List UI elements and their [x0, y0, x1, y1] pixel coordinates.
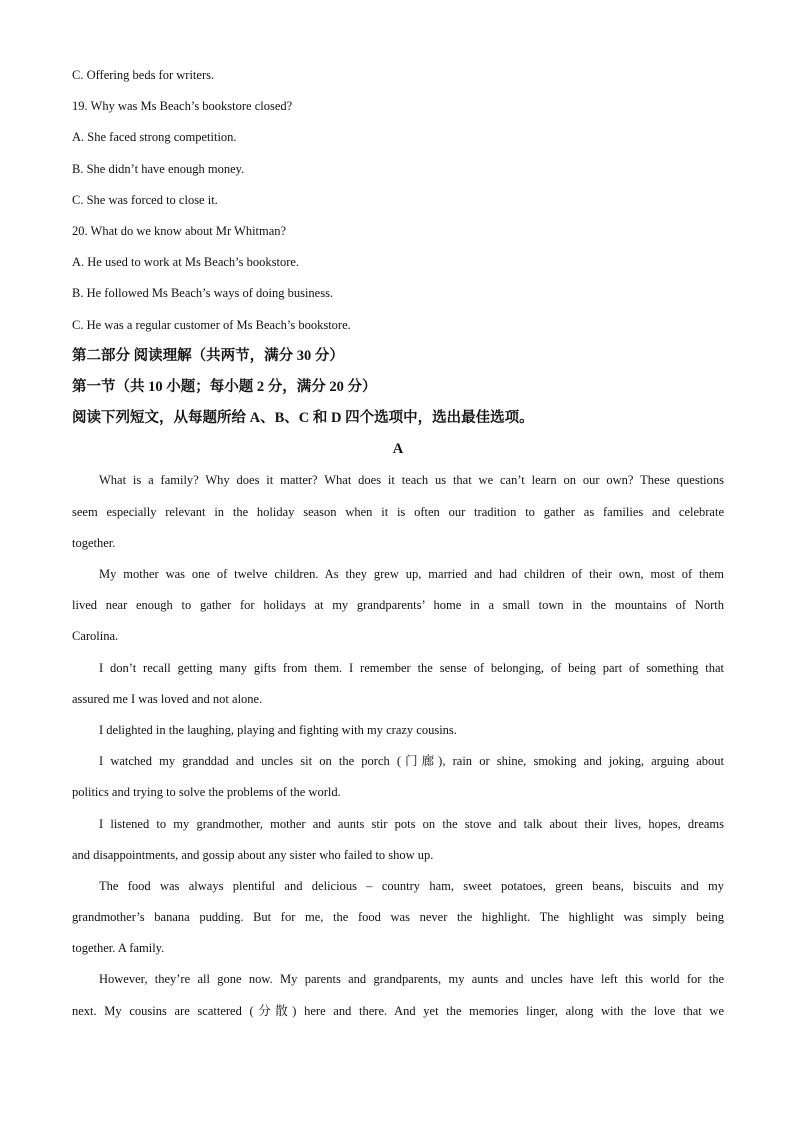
passage-line: I don’t recall getting many gifts from them. I remember the sense of belonging, of being part of something that: [99, 660, 724, 675]
instruction: 阅读下列短文，从每题所给 A、B、C 和 D 四个选项中，选出最佳选项。: [72, 410, 534, 427]
passage-line: However, they’re all gone now. My parents and grandparents, my aunts and uncles have left this world for the: [99, 972, 724, 987]
answer-option: B. She didn’t have enough money.: [72, 161, 245, 176]
document-page: [72, 60, 724, 1027]
part-title: 第二部分 阅读理解（共两节，满分 30 分）: [72, 347, 344, 364]
answer-option: C. She was forced to close it.: [72, 192, 218, 207]
answer-option: A. He used to work at Ms Beach’s bookstore.: [72, 255, 300, 270]
answer-option: C. He was a regular customer of Ms Beach’s bookstore.: [72, 317, 351, 332]
question-list: [72, 60, 724, 341]
passage-line: I delighted in the laughing, playing and fighting with my crazy cousins.: [99, 722, 457, 737]
passage-line: and disappointments, and gossip about any sister who failed to show up.: [72, 847, 434, 862]
answer-option: C. Offering beds for writers.: [72, 68, 215, 82]
passage-line: I listened to my grandmother, mother and aunts stir pots on the stove and talk about their lives, hopes, dreams: [99, 816, 724, 831]
passage-line: assured me I was loved and not alone.: [72, 691, 263, 706]
passage-line: grandmother’s banana pudding. But for me, the food was never the highlight. The highlight was simply being: [72, 910, 724, 925]
passage-line: lived near enough to gather for holidays at my grandparents’ home in a small town in the mountains of North: [72, 598, 724, 613]
passage-line: My mother was one of twelve children. As they grew up, married and had children of their own, most of them: [99, 567, 724, 581]
question-stem: 20. What do we know about Mr Whitman?: [72, 223, 287, 238]
passage-line: What is a family? Why does it matter? What does it teach us that we can’t learn on our own? These questions: [99, 473, 724, 488]
passage-line: next. My cousins are scattered (分散) here and there. And yet the memories linger, along with the love that we: [72, 1003, 724, 1018]
answer-option: A. She faced strong competition.: [72, 130, 237, 145]
passage-line: Carolina.: [72, 629, 119, 644]
passage-line: seem especially relevant in the holiday season when it is often our tradition to gather as families and celebrate: [72, 504, 724, 519]
passage: [72, 465, 724, 1026]
passage-line: politics and trying to solve the problems of the world.: [72, 785, 341, 800]
subsection-title: 第一节（共 10 小题；每小题 2 分，满分 20 分）: [72, 378, 377, 395]
question-stem: 19. Why was Ms Beach’s bookstore closed?: [72, 99, 293, 114]
passage-line: The food was always plentiful and delicious – country ham, sweet potatoes, green beans, biscuits and my: [99, 878, 724, 893]
passage-line: I watched my granddad and uncles sit on the porch (门廊), rain or shine, smoking and joking, arguing about: [99, 754, 724, 769]
passage-label: A: [392, 441, 404, 458]
passage-line: together.: [72, 535, 116, 550]
answer-option: B. He followed Ms Beach’s ways of doing business.: [72, 286, 334, 301]
passage-line: together. A family.: [72, 941, 165, 956]
